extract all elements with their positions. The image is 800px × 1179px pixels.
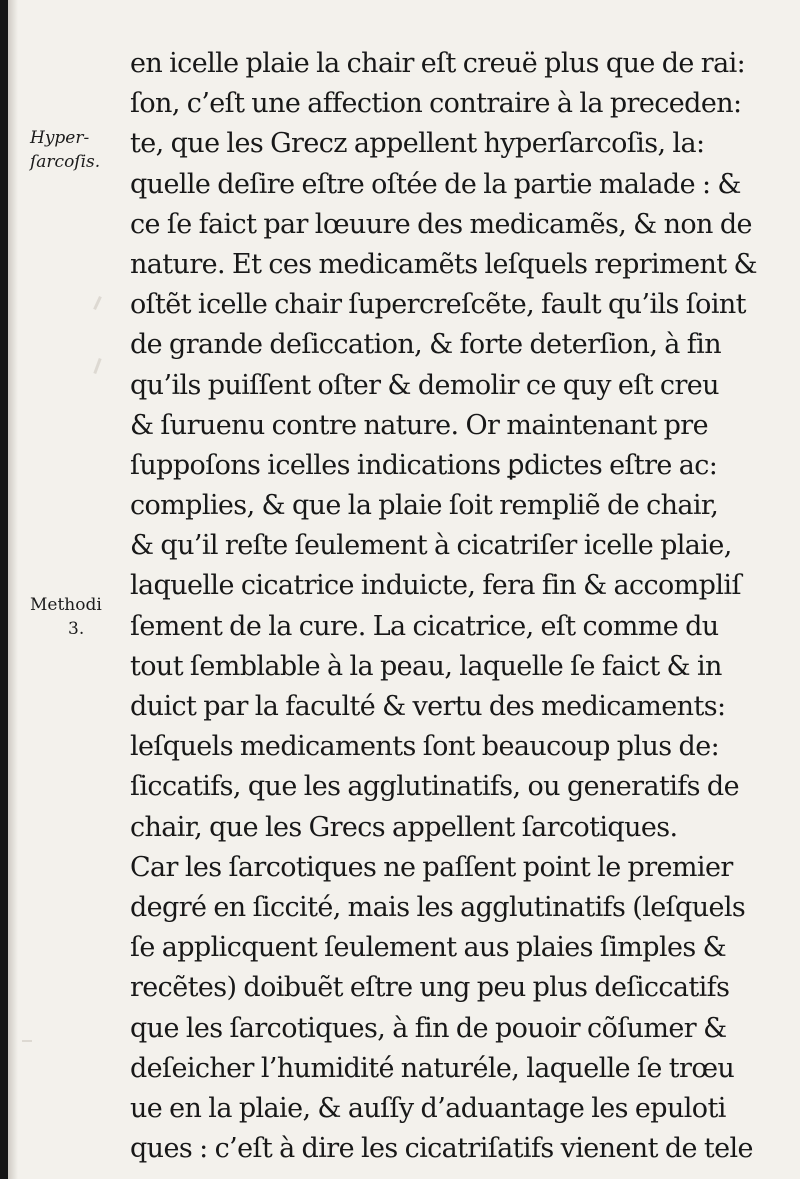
text-line: deſeicher l’humidité naturéle, laquelle ſe trœu (130, 1052, 735, 1084)
text-line: ſuppoſons icelles indications ꝑdictes eſtre ac: (130, 449, 718, 481)
text-line: de grande deſiccation, & forte deterſion, à fin (130, 329, 722, 361)
ink-smudge (93, 358, 101, 374)
text-line: tout ſemblable à la peau, laquelle ſe faict & in (130, 650, 722, 682)
text-line: ſiccatifs, que les agglutinatifs, ou generatifs de (130, 771, 739, 803)
text-line: leſquels medicaments ſont beaucoup plus de: (130, 731, 720, 763)
marginal-note-hypersarcosis (30, 126, 100, 174)
marginal-note-methodi (30, 593, 102, 641)
text-line: laquelle cicatrice induicte, fera fin & accompliſ (130, 570, 741, 602)
marginal-note-line: Hyper- (30, 128, 90, 148)
text-line: que les ſarcotiques, à fin de pouoir cõſumer & (130, 1012, 727, 1044)
text-line: en icelle plaie la chair eſt creuë plus que de rai: (130, 48, 746, 79)
text-line: Car les ſarcotiques ne paſſent point le premier (130, 851, 733, 883)
text-line: ce ſe faict par lœuure des medicamẽs, & non de (130, 208, 752, 240)
ink-smudge (93, 296, 102, 310)
text-line: recẽtes) doibuẽt eſtre ung peu plus deſiccatifs (130, 972, 730, 1004)
text-line: ue en la plaie, & auſſy d’aduantage les epuloti (130, 1092, 726, 1124)
marginal-note-line: ſarcoſis. (30, 152, 101, 172)
text-line: qu’ils puiſſent oſter & demolir ce quy eſt creu (130, 369, 719, 401)
text-line: complies, & que la plaie ſoit rempliẽ de chair, (130, 490, 719, 522)
text-line: ſe applicquent ſeulement aus plaies ſimples & (130, 932, 727, 964)
text-line: nature. Et ces medicamẽts leſquels repriment & (130, 248, 757, 280)
text-line: & qu’il reſte ſeulement à cicatriſer icelle plaie, (130, 530, 732, 562)
text-line: ſement de la cure. La cicatrice, eſt comme du (130, 610, 719, 642)
text-line: oſtẽt icelle chair ſupercreſcẽte, fault qu’ils ſoint (130, 289, 746, 321)
text-line: & ſuruenu contre nature. Or maintenant pre (130, 409, 708, 441)
text-line: te, que les Grecz appellent hyperſarcoſis, la: (130, 128, 705, 160)
text-line: degré en ſiccité, mais les agglutinatifs (leſquels (130, 891, 746, 923)
text-line: chair, que les Grecs appellent ſarcotiques. (130, 811, 678, 843)
text-line: ques : c’eſt à dire les cicatriſatifs vienent de tele (130, 1133, 753, 1165)
text-line: quelle deſire eſtre oſtée de la partie malade : & (130, 168, 741, 200)
text-line: ſon, c’eſt une affection contraire à la preceden: (130, 88, 742, 120)
marginal-note-line: Methodi (30, 595, 102, 615)
book-page (8, 0, 800, 1179)
ink-smudge (22, 1040, 32, 1042)
body-text (130, 44, 790, 1169)
marginal-note-line: 3. (68, 619, 85, 639)
text-line: duict par la faculté & vertu des medicaments: (130, 691, 726, 722)
